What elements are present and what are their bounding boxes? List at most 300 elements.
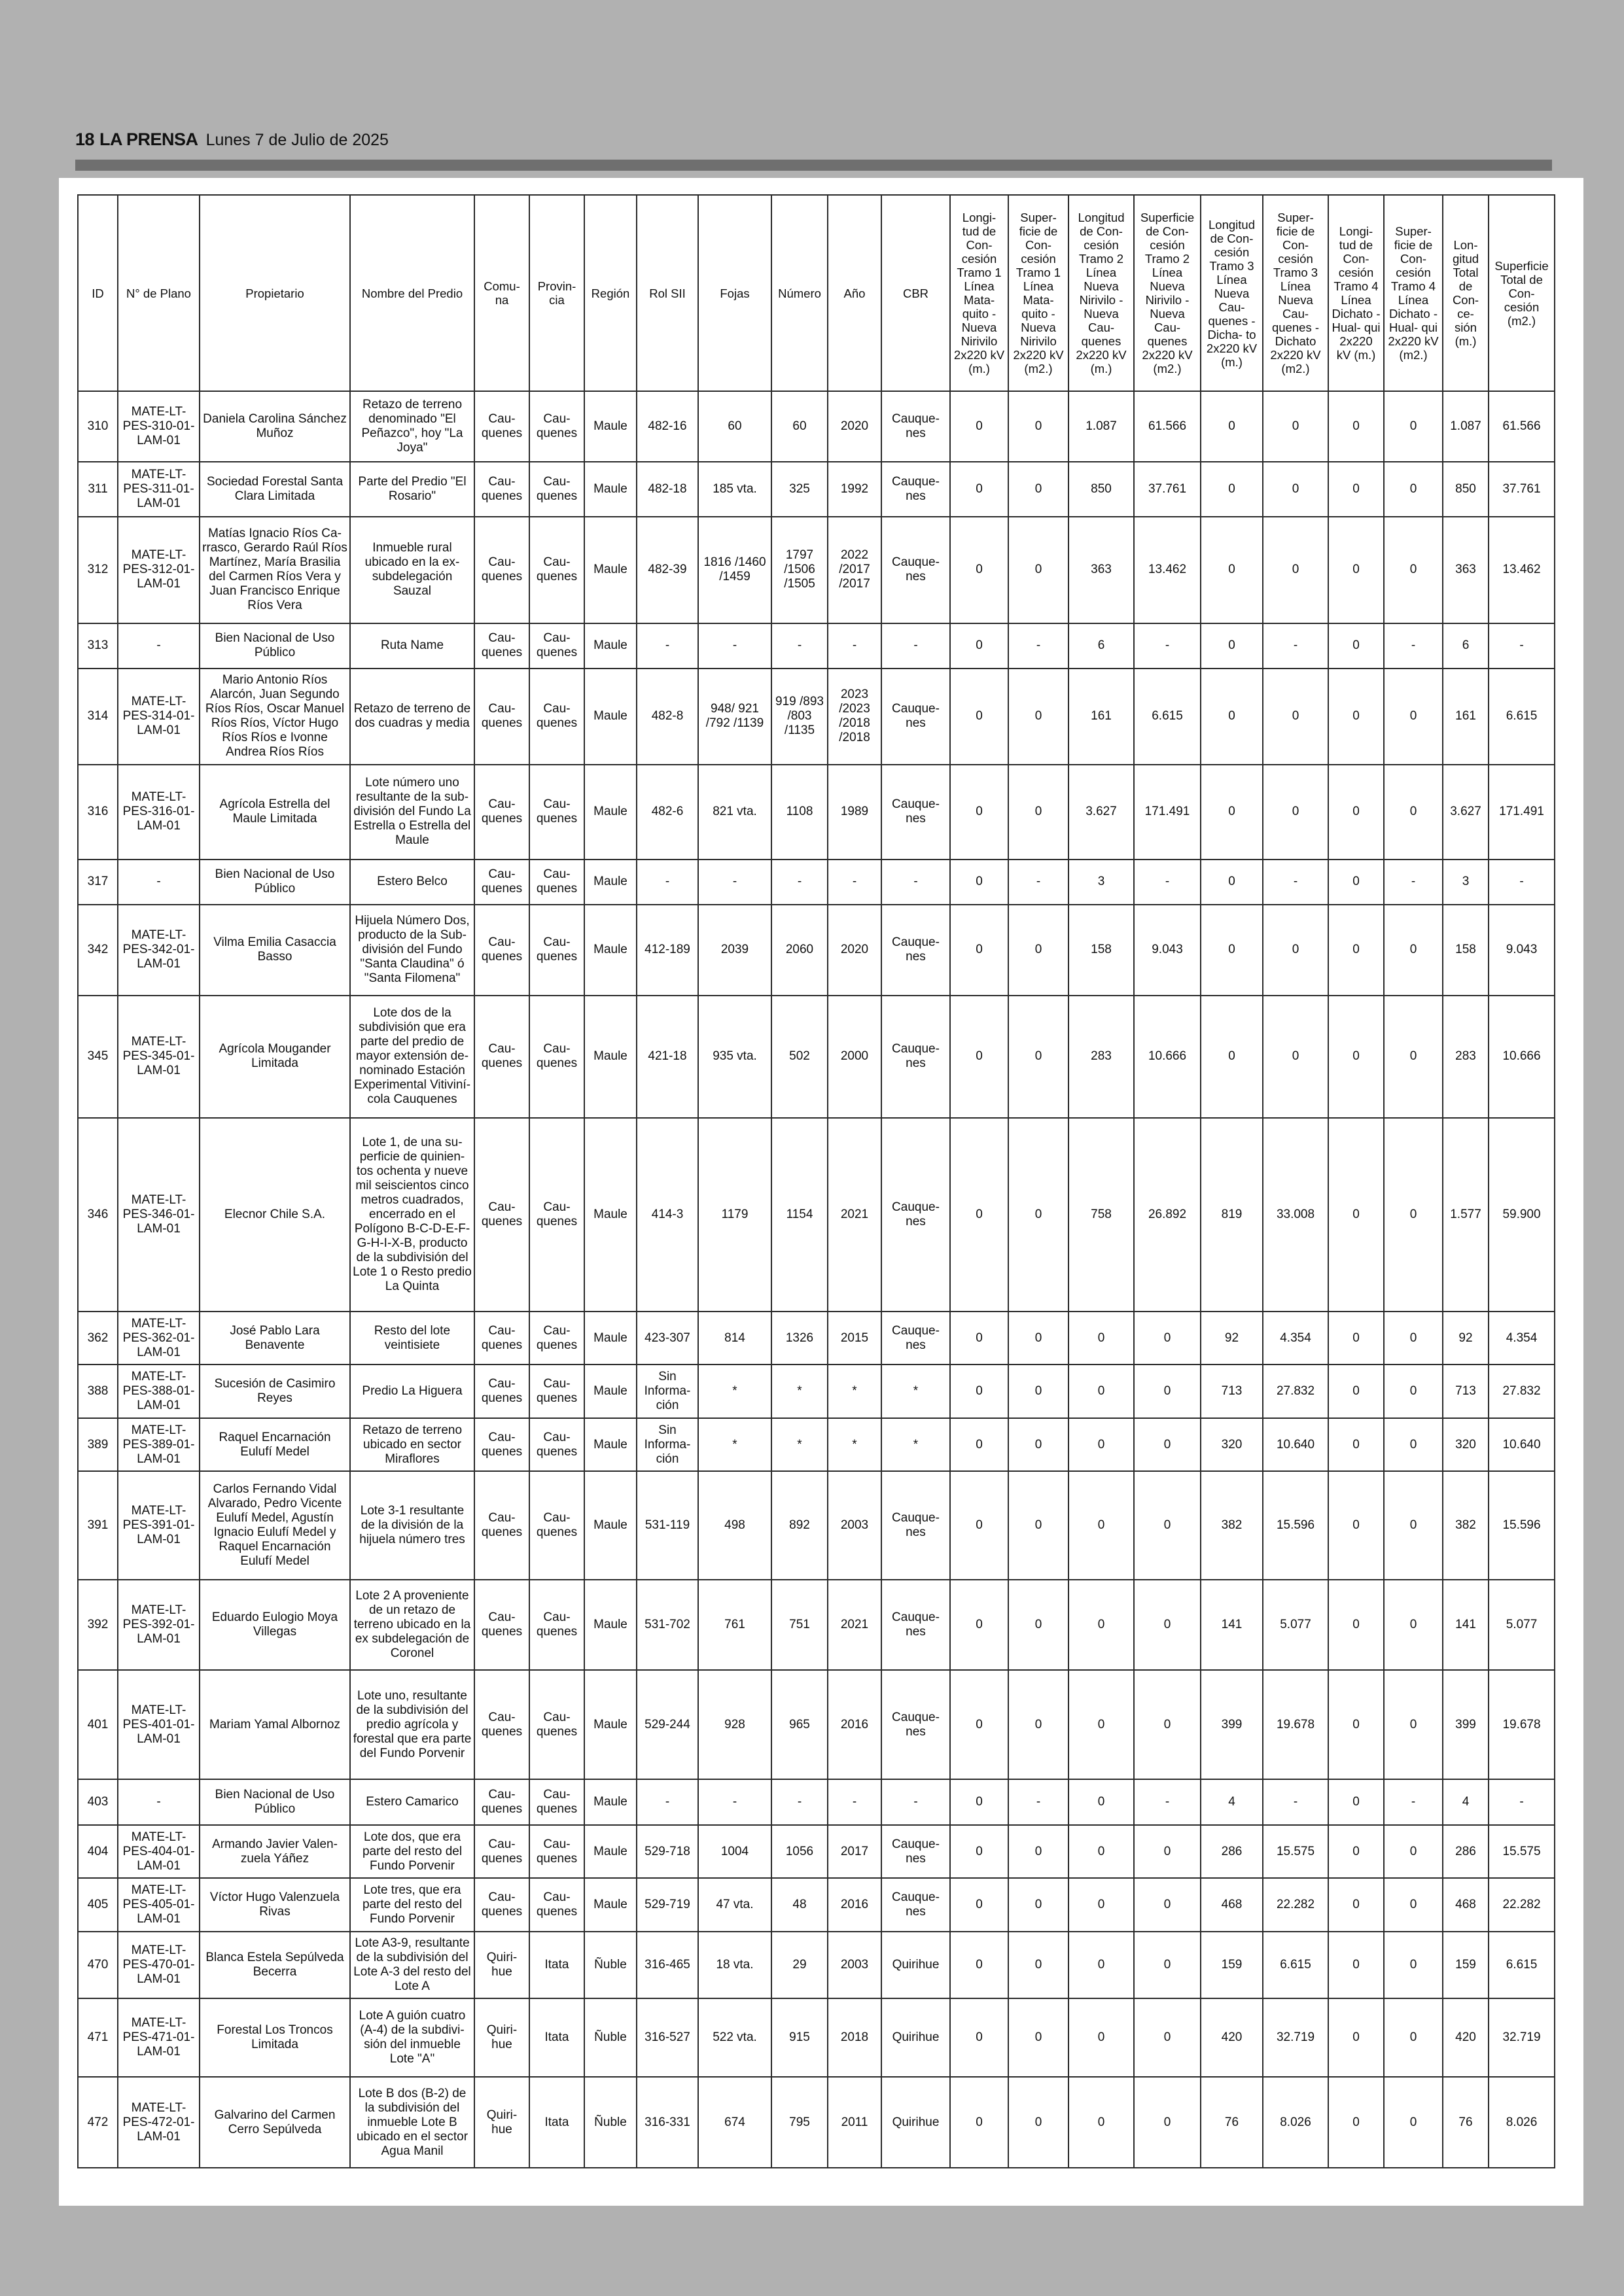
table-cell: 0 [1008, 905, 1068, 996]
table-cell: - [881, 623, 950, 669]
table-cell: 0 [950, 1825, 1008, 1879]
table-cell: 420 [1201, 1998, 1263, 2077]
table-cell: 0 [1328, 1779, 1384, 1824]
table-cell: Parte del Predio "El Rosario" [350, 462, 474, 517]
table-cell: Sin Informa- ción [637, 1418, 698, 1472]
table-cell: 0 [1008, 765, 1068, 860]
table-cell: - [1489, 860, 1555, 905]
table-cell: 819 [1201, 1118, 1263, 1312]
table-cell: 13.462 [1134, 517, 1201, 623]
table-cell: Cauque- nes [881, 1825, 950, 1879]
table-cell: 2016 [828, 1670, 881, 1779]
table-cell: 0 [1134, 1932, 1201, 1998]
table-cell: 29 [771, 1932, 828, 1998]
table-cell: 468 [1443, 1878, 1489, 1932]
table-cell: 61.566 [1134, 391, 1201, 462]
table-cell: 141 [1201, 1580, 1263, 1671]
table-cell: 2020 [828, 905, 881, 996]
table-cell: 388 [78, 1365, 118, 1418]
table-cell: Ruta Name [350, 623, 474, 669]
table-cell: Quirihue [881, 2077, 950, 2168]
table-cell: Retazo de terreno ubicado en sector Miraflores [350, 1418, 474, 1472]
table-cell: 286 [1443, 1825, 1489, 1879]
table-cell: 0 [1328, 1118, 1384, 1312]
table-cell: Maule [584, 860, 637, 905]
table-cell: 0 [1263, 905, 1328, 996]
table-row [78, 1779, 1555, 1824]
table-cell: 0 [1201, 623, 1263, 669]
table-cell: 0 [1263, 391, 1328, 462]
table-cell: 0 [1263, 765, 1328, 860]
table-cell: Cauque- nes [881, 765, 950, 860]
publication-date: Lunes 7 de Julio de 2025 [205, 131, 389, 149]
table-cell: Cau- quenes [474, 623, 529, 669]
table-cell: 0 [1008, 1118, 1068, 1312]
table-cell: 0 [1328, 1998, 1384, 2077]
table-cell: * [881, 1365, 950, 1418]
table-cell: - [1384, 860, 1443, 905]
table-cell: 1056 [771, 1825, 828, 1879]
col-plano: N° de Plano [118, 195, 200, 391]
table-cell: 26.892 [1134, 1118, 1201, 1312]
table-cell: 5.077 [1489, 1580, 1555, 1671]
table-cell: Hijuela Número Dos, producto de la Sub- división del Fundo "Santa Claudina" ó "Santa Filomena" [350, 905, 474, 996]
table-cell: 1989 [828, 765, 881, 860]
table-cell: 0 [1384, 1670, 1443, 1779]
table-cell: Cau- quenes [529, 462, 584, 517]
table-cell: Cau- quenes [474, 1418, 529, 1472]
table-cell: 0 [1328, 1418, 1384, 1472]
table-body [78, 391, 1555, 2168]
table-cell: 320 [1443, 1418, 1489, 1472]
table-cell: - [1008, 860, 1068, 905]
table-row [78, 860, 1555, 905]
table-cell: Maule [584, 1825, 637, 1879]
table-cell: 0 [1384, 1580, 1443, 1671]
table-cell: - [637, 1779, 698, 1824]
table-cell: 171.491 [1134, 765, 1201, 860]
table-cell: 0 [1008, 1471, 1068, 1579]
table-cell: Maule [584, 1118, 637, 1312]
table-cell: Quiri- hue [474, 1932, 529, 1998]
table-cell: 0 [1384, 669, 1443, 765]
table-cell: Armando Javier Valen- zuela Yáñez [200, 1825, 350, 1879]
table-cell: 320 [1201, 1418, 1263, 1472]
table-cell: 948/ 921 /792 /1139 [698, 669, 771, 765]
table-row [78, 1312, 1555, 1365]
table-cell: 1004 [698, 1825, 771, 1879]
table-cell: 0 [1328, 391, 1384, 462]
table-cell: Cauque- nes [881, 996, 950, 1119]
table-cell: Cau- quenes [529, 1471, 584, 1579]
table-cell: MATE-LT-PES-362-01-LAM-01 [118, 1312, 200, 1365]
table-cell: Resto del lote veintisiete [350, 1312, 474, 1365]
table-row [78, 765, 1555, 860]
table-cell: Cau- quenes [474, 462, 529, 517]
table-cell: - [118, 860, 200, 905]
table-cell: 821 vta. [698, 765, 771, 860]
table-cell: * [771, 1365, 828, 1418]
table-cell: 159 [1443, 1932, 1489, 1998]
table-cell: 0 [1134, 1670, 1201, 1779]
table-cell: MATE-LT-PES-342-01-LAM-01 [118, 905, 200, 996]
table-cell: Estero Belco [350, 860, 474, 905]
table-cell: MATE-LT-PES-405-01-LAM-01 [118, 1878, 200, 1932]
col-provincia: Provin- cia [529, 195, 584, 391]
table-cell: Cau- quenes [529, 1878, 584, 1932]
table-cell: Cau- quenes [529, 391, 584, 462]
table-cell: 76 [1201, 2077, 1263, 2168]
table-cell: 531-119 [637, 1471, 698, 1579]
col-rol: Rol SII [637, 195, 698, 391]
table-cell: 59.900 [1489, 1118, 1555, 1312]
table-cell: - [1134, 623, 1201, 669]
table-cell: 0 [1008, 1670, 1068, 1779]
table-cell: MATE-LT-PES-389-01-LAM-01 [118, 1418, 200, 1472]
table-cell: 2018 [828, 1998, 881, 2077]
table-cell: Matías Ignacio Ríos Ca- rrasco, Gerardo Raúl Ríos Martínez, María Brasilia del Carmen Ríos Vera y Juan Francisco Enrique Ríos Vera [200, 517, 350, 623]
table-cell: Maule [584, 1471, 637, 1579]
table-cell: Cauque- nes [881, 1580, 950, 1671]
table-cell: 0 [1384, 1825, 1443, 1879]
table-row [78, 1932, 1555, 1998]
table-cell: 283 [1068, 996, 1134, 1119]
table-cell: 713 [1443, 1365, 1489, 1418]
table-cell: Cau- quenes [474, 1365, 529, 1418]
table-cell: - [828, 623, 881, 669]
table-cell: 0 [1134, 1998, 1201, 2077]
table-cell: 472 [78, 2077, 118, 2168]
table-cell: MATE-LT-PES-310-01-LAM-01 [118, 391, 200, 462]
table-cell: 2016 [828, 1878, 881, 1932]
table-cell: Lote 1, de una su- perficie de quinien- tos ochenta y nueve mil seiscientos cinco metros cuadrados, encerrado en el Polígono B-C-D-E-F-G-H-I-X-B, producto de la subdivisión del Lote 1 o Resto predio La Quinta [350, 1118, 474, 1312]
table-cell: 2015 [828, 1312, 881, 1365]
table-cell: 0 [1008, 1998, 1068, 2077]
table-cell: Cauque- nes [881, 669, 950, 765]
table-cell: 0 [1134, 1825, 1201, 1879]
table-cell: 0 [950, 1418, 1008, 1472]
table-cell: 498 [698, 1471, 771, 1579]
table-cell: - [1008, 623, 1068, 669]
table-cell: Sociedad Forestal Santa Clara Limitada [200, 462, 350, 517]
table-cell: 310 [78, 391, 118, 462]
table-cell: 502 [771, 996, 828, 1119]
table-cell: 0 [1328, 905, 1384, 996]
table-cell: 346 [78, 1118, 118, 1312]
table-cell: 1816 /1460 /1459 [698, 517, 771, 623]
table-cell: 928 [698, 1670, 771, 1779]
col-t3-area: Super- ficie de Con- cesión Tramo 3 Línea Nueva Cau- quenes - Dichato 2x220 kV (m2.) [1263, 195, 1328, 391]
table-cell: MATE-LT-PES-470-01-LAM-01 [118, 1932, 200, 1998]
table-cell: Cauque- nes [881, 905, 950, 996]
table-cell: 19.678 [1489, 1670, 1555, 1779]
table-cell: Lote B dos (B-2) de la subdivisión del inmueble Lote B ubicado en el sector Agua Manil [350, 2077, 474, 2168]
col-anio: Año [828, 195, 881, 391]
table-cell: 4 [1443, 1779, 1489, 1824]
table-cell: 3.627 [1068, 765, 1134, 860]
table-cell: 2021 [828, 1580, 881, 1671]
table-cell: 4.354 [1489, 1312, 1555, 1365]
table-cell: 0 [1263, 996, 1328, 1119]
table-cell: 0 [1068, 1878, 1134, 1932]
table-cell: Cau- quenes [474, 1878, 529, 1932]
table-cell: Cau- quenes [529, 1418, 584, 1472]
table-cell: 965 [771, 1670, 828, 1779]
table-cell: Cau- quenes [474, 1118, 529, 1312]
table-cell: 0 [1263, 517, 1328, 623]
table-cell: 15.596 [1489, 1471, 1555, 1579]
table-cell: Lote dos, que era parte del resto del Fundo Porvenir [350, 1825, 474, 1879]
table-cell: Cauque- nes [881, 1670, 950, 1779]
col-t4-length: Longi- tud de Con- cesión Tramo 4 Línea Dichato - Hual- qui 2x220 kV (m.) [1328, 195, 1384, 391]
table-cell: Cau- quenes [474, 1580, 529, 1671]
table-cell: 161 [1068, 669, 1134, 765]
table-cell: 531-702 [637, 1580, 698, 1671]
table-cell: 470 [78, 1932, 118, 1998]
table-cell: 0 [1134, 1418, 1201, 1472]
table-cell: 0 [1068, 1825, 1134, 1879]
table-cell: Itata [529, 1932, 584, 1998]
table-cell: 382 [1443, 1471, 1489, 1579]
table-cell: 8.026 [1489, 2077, 1555, 2168]
table-cell: 0 [1384, 765, 1443, 860]
col-propietario: Propietario [200, 195, 350, 391]
table-cell: 0 [1328, 765, 1384, 860]
table-cell: Cau- quenes [474, 517, 529, 623]
table-cell: 0 [1328, 996, 1384, 1119]
table-cell: 363 [1068, 517, 1134, 623]
table-row [78, 1998, 1555, 2077]
table-cell: 529-718 [637, 1825, 698, 1879]
table-cell: 60 [698, 391, 771, 462]
table-cell: Cau- quenes [474, 996, 529, 1119]
page-sheet [59, 178, 1583, 2206]
table-cell: Maule [584, 517, 637, 623]
table-cell: 471 [78, 1998, 118, 2077]
table-cell: Maule [584, 1365, 637, 1418]
table-row [78, 2077, 1555, 2168]
table-cell: Cau- quenes [529, 1580, 584, 1671]
table-cell: 0 [1328, 1670, 1384, 1779]
table-cell: - [1134, 1779, 1201, 1824]
table-cell: 47 vta. [698, 1878, 771, 1932]
table-cell: 482-39 [637, 517, 698, 623]
table-cell: 0 [1068, 1932, 1134, 1998]
table-cell: * [771, 1418, 828, 1472]
table-cell: 27.832 [1263, 1365, 1328, 1418]
table-cell: 2021 [828, 1118, 881, 1312]
table-cell: 0 [1328, 623, 1384, 669]
table-cell: MATE-LT-PES-346-01-LAM-01 [118, 1118, 200, 1312]
table-cell: 1108 [771, 765, 828, 860]
table-cell: Cauque- nes [881, 1312, 950, 1365]
table-cell: 1326 [771, 1312, 828, 1365]
table-cell: 4 [1201, 1779, 1263, 1824]
table-cell: Lote 2 A proveniente de un retazo de terreno ubicado en la ex subdelegación de Coronel [350, 1580, 474, 1671]
table-cell: 399 [1443, 1670, 1489, 1779]
table-cell: MATE-LT-PES-392-01-LAM-01 [118, 1580, 200, 1671]
table-cell: Cau- quenes [474, 1779, 529, 1824]
table-cell: - [118, 1779, 200, 1824]
table-cell: 6.615 [1263, 1932, 1328, 1998]
table-cell: 2023 /2023 /2018 /2018 [828, 669, 881, 765]
table-cell: MATE-LT-PES-345-01-LAM-01 [118, 996, 200, 1119]
table-cell: 0 [1068, 1365, 1134, 1418]
table-cell: Itata [529, 2077, 584, 2168]
table-cell: Itata [529, 1998, 584, 2077]
table-cell: 0 [1328, 669, 1384, 765]
table-cell: 1179 [698, 1118, 771, 1312]
table-cell: 0 [1384, 462, 1443, 517]
table-cell: 48 [771, 1878, 828, 1932]
table-cell: 0 [1384, 905, 1443, 996]
table-cell: Cau- quenes [529, 517, 584, 623]
table-cell: 0 [1384, 391, 1443, 462]
table-cell: Mario Antonio Ríos Alarcón, Juan Segundo Ríos Ríos, Oscar Manuel Ríos Ríos, Víctor Hugo Ríos Ríos e Ivonne Andrea Ríos Ríos [200, 669, 350, 765]
table-cell: 0 [950, 765, 1008, 860]
table-cell: 10.666 [1489, 996, 1555, 1119]
table-cell: Sin Informa- ción [637, 1365, 698, 1418]
table-cell: 316-465 [637, 1932, 698, 1998]
table-cell: 92 [1201, 1312, 1263, 1365]
table-cell: 392 [78, 1580, 118, 1671]
table-cell: Cau- quenes [529, 996, 584, 1119]
col-t2-area: Superficie de Con- cesión Tramo 2 Línea Nueva Nirivilo - Nueva Cau- quenes 2x220 kV (m2.) [1134, 195, 1201, 391]
table-cell: Maule [584, 462, 637, 517]
table-cell: 522 vta. [698, 1998, 771, 2077]
table-header-row [78, 195, 1555, 391]
table-cell: 60 [771, 391, 828, 462]
table-cell: Cau- quenes [474, 669, 529, 765]
table-cell: 389 [78, 1418, 118, 1472]
table-cell: 345 [78, 996, 118, 1119]
table-cell: 15.575 [1489, 1825, 1555, 1879]
table-cell: 0 [1263, 462, 1328, 517]
table-cell: 850 [1443, 462, 1489, 517]
table-cell: - [881, 860, 950, 905]
table-cell: 0 [1068, 1471, 1134, 1579]
table-cell: 761 [698, 1580, 771, 1671]
table-cell: 2020 [828, 391, 881, 462]
table-cell: Lote número uno resultante de la sub- división del Fundo La Estrella o Estrella del Maule [350, 765, 474, 860]
table-cell: 0 [1008, 391, 1068, 462]
table-cell: 405 [78, 1878, 118, 1932]
table-cell: 0 [1384, 2077, 1443, 2168]
table-cell: Cau- quenes [474, 1312, 529, 1365]
table-cell: 529-244 [637, 1670, 698, 1779]
table-cell: 1.577 [1443, 1118, 1489, 1312]
table-row [78, 1878, 1555, 1932]
table-cell: 850 [1068, 462, 1134, 517]
table-cell: 404 [78, 1825, 118, 1879]
table-cell: Quiri- hue [474, 1998, 529, 2077]
table-cell: Lote uno, resultante de la subdivisión del predio agrícola y forestal que era parte del Fundo Porvenir [350, 1670, 474, 1779]
table-cell: 0 [1008, 1932, 1068, 1998]
table-cell: 0 [1328, 1825, 1384, 1879]
table-cell: 0 [1008, 1580, 1068, 1671]
table-cell: - [771, 623, 828, 669]
table-cell: - [1489, 1779, 1555, 1824]
table-cell: Cau- quenes [529, 1825, 584, 1879]
table-cell: 0 [1328, 860, 1384, 905]
table-cell: 0 [1134, 1312, 1201, 1365]
table-cell: - [1263, 860, 1328, 905]
table-cell: 0 [1328, 1471, 1384, 1579]
table-cell: Agrícola Estrella del Maule Limitada [200, 765, 350, 860]
table-cell: Maule [584, 391, 637, 462]
table-cell: Retazo de terreno de dos cuadras y media [350, 669, 474, 765]
table-cell: 15.596 [1263, 1471, 1328, 1579]
table-cell: Lote A guión cuatro (A-4) de la subdivi- sión del inmueble Lote "A" [350, 1998, 474, 2077]
table-cell: 0 [1384, 1471, 1443, 1579]
table-cell: - [771, 860, 828, 905]
table-cell: MATE-LT-PES-388-01-LAM-01 [118, 1365, 200, 1418]
table-cell: Ñuble [584, 1998, 637, 2077]
table-cell: Galvarino del Carmen Cerro Sepúlveda [200, 2077, 350, 2168]
table-cell: * [698, 1365, 771, 1418]
table-cell: 0 [1134, 1878, 1201, 1932]
table-cell: 0 [1008, 1878, 1068, 1932]
table-cell: - [698, 623, 771, 669]
table-cell: 2060 [771, 905, 828, 996]
table-cell: 0 [1384, 1878, 1443, 1932]
table-row [78, 1365, 1555, 1418]
table-cell: 0 [950, 905, 1008, 996]
table-cell: 10.640 [1489, 1418, 1555, 1472]
table-cell: - [828, 1779, 881, 1824]
table-cell: 0 [1134, 1365, 1201, 1418]
table-cell: 19.678 [1263, 1670, 1328, 1779]
table-cell: Lote 3-1 resultante de la división de la hijuela número tres [350, 1471, 474, 1579]
table-cell: 2003 [828, 1471, 881, 1579]
table-cell: 713 [1201, 1365, 1263, 1418]
table-cell: Bien Nacional de Uso Público [200, 1779, 350, 1824]
table-cell: 1797 /1506 /1505 [771, 517, 828, 623]
table-cell: 8.026 [1263, 2077, 1328, 2168]
table-cell: 468 [1201, 1878, 1263, 1932]
table-cell: Daniela Carolina Sánchez Muñoz [200, 391, 350, 462]
table-cell: MATE-LT-PES-391-01-LAM-01 [118, 1471, 200, 1579]
table-cell: Vilma Emilia Casaccia Basso [200, 905, 350, 996]
table-cell: Maule [584, 1878, 637, 1932]
table-cell: 158 [1443, 905, 1489, 996]
col-id: ID [78, 195, 118, 391]
table-cell: 362 [78, 1312, 118, 1365]
table-cell: 0 [1068, 1312, 1134, 1365]
table-cell: 76 [1443, 2077, 1489, 2168]
table-cell: - [118, 623, 200, 669]
table-cell: Mariam Yamal Albornoz [200, 1670, 350, 1779]
table-cell: 32.719 [1263, 1998, 1328, 2077]
table-cell: 0 [950, 669, 1008, 765]
table-row [78, 1418, 1555, 1472]
table-cell: - [1384, 1779, 1443, 1824]
table-cell: 2022 /2017 /2017 [828, 517, 881, 623]
table-cell: 795 [771, 2077, 828, 2168]
table-cell: Bien Nacional de Uso Público [200, 860, 350, 905]
table-cell: 0 [1201, 860, 1263, 905]
table-cell: - [698, 860, 771, 905]
table-cell: 0 [1201, 391, 1263, 462]
table-cell: 0 [1328, 1580, 1384, 1671]
table-cell: 313 [78, 623, 118, 669]
table-cell: 0 [1134, 1471, 1201, 1579]
table-cell: - [1263, 623, 1328, 669]
table-cell: 0 [1201, 669, 1263, 765]
table-cell: Agrícola Mougander Limitada [200, 996, 350, 1119]
table-cell: 482-18 [637, 462, 698, 517]
table-cell: - [1263, 1779, 1328, 1824]
